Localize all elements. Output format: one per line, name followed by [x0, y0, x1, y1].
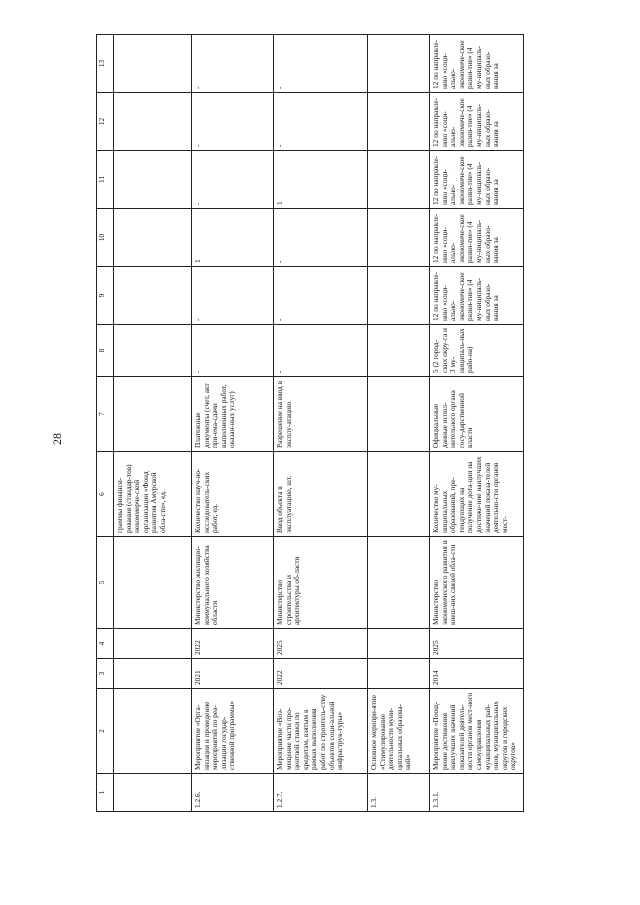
col-header-1: 1 [97, 774, 114, 812]
table-row [274, 35, 368, 812]
table-row [192, 35, 274, 812]
start-year: 2014 [430, 659, 524, 689]
start-year [368, 659, 430, 689]
value-2024 [368, 93, 430, 151]
value-2025: 12 по направле-нию «соци-ально-экономиче-ское разви-тие» (4 му-ниципаль-ных образо-вания за [430, 35, 524, 93]
col-header-3: 3 [97, 659, 114, 689]
table-row [368, 35, 430, 812]
event-name: Мероприятие «Орга-низация и проведение мероприятий по реа-лизации государ-ственной программы» [192, 689, 274, 774]
value-2022 [368, 209, 430, 267]
indicator [368, 452, 430, 537]
base-value: - [274, 325, 368, 377]
event-name: Мероприятие «Воз-мещение части про-центной ставки по кредитам, взятым в рамках выполнения работ по строитель-ству объектов соци-альной инфраструк-туры» [274, 689, 368, 774]
data-source [114, 377, 192, 452]
end-year [368, 629, 430, 659]
row-number [114, 774, 192, 812]
value-2021: - [274, 267, 368, 325]
value-2024 [114, 93, 192, 151]
value-2022 [114, 209, 192, 267]
value-2023: 1 [274, 151, 368, 209]
value-2024: - [192, 93, 274, 151]
data-source: Платежные документы (счет, акт при-ема-сдачи выполненных работ, оказан-ных услуг) [192, 377, 274, 452]
executor [368, 537, 430, 629]
value-2025: - [192, 35, 274, 93]
value-2025 [114, 35, 192, 93]
value-2021 [368, 267, 430, 325]
value-2022: - [274, 209, 368, 267]
base-value [368, 325, 430, 377]
row-number: 1.2.6. [192, 774, 274, 812]
base-value: - [192, 325, 274, 377]
data-source: Разрешение на ввод в эксплу-атацию [274, 377, 368, 452]
value-2024: 12 по направле-нию «соци-ально-экономиче-ское разви-тие» (4 му-ниципаль-ных образо-вания за [430, 93, 524, 151]
indicator: Количество му-ниципальных образований, пре-тендующих на получение дота-ции на достиже-ние наилучших значений показа-телей деятельно-сти органов мест- [430, 452, 524, 537]
col-header-11: 11 [97, 151, 114, 209]
indicator: Количество науч-но-исследователь-ских работ, ед. [192, 452, 274, 537]
event-name: Основное меропри-ятие «Стимулирование деятельности муни-ципальных образова-ний» [368, 689, 430, 774]
value-2023 [114, 151, 192, 209]
value-2021: - [192, 267, 274, 325]
value-2025: - [274, 35, 368, 93]
value-2022: 12 по направле-нию «соци-ально-экономиче-ское разви-тие» (4 му-ниципаль-ных образо-вания за [430, 209, 524, 267]
table-row [114, 35, 192, 812]
end-year [114, 629, 192, 659]
data-source [368, 377, 430, 452]
value-2023: 12 по направле-нию «соци-ально-экономиче-ское разви-тие» (4 му-ниципаль-ных образо-вания за [430, 151, 524, 209]
start-year: 2021 [192, 659, 274, 689]
end-year: 2022 [192, 629, 274, 659]
col-header-13: 13 [97, 35, 114, 93]
value-2024: - [274, 93, 368, 151]
start-year: 2022 [274, 659, 368, 689]
executor [114, 537, 192, 629]
value-2021: 12 по направле-нию «соци-ально-экономиче-ское разви-тие» (4 му-ниципаль-ных образо-вания за [430, 267, 524, 325]
end-year: 2025 [430, 629, 524, 659]
value-2022: 1 [192, 209, 274, 267]
rotated-table-container [96, 40, 524, 812]
indicator: граммы финанси-рования (стандар-тов) некоммерче-ской организации «Фонд развития Амурской обла-сти», ед. [114, 452, 192, 537]
row-number: 1.2.7. [274, 774, 368, 812]
program-table [96, 34, 524, 812]
indicator: Ввод объекта в эксплуатацию, шт. [274, 452, 368, 537]
col-header-12: 12 [97, 93, 114, 151]
end-year: 2025 [274, 629, 368, 659]
col-header-5: 5 [97, 537, 114, 629]
header-row [97, 35, 114, 812]
row-number: 1.3.1. [430, 774, 524, 812]
table-row [430, 35, 524, 812]
col-header-6: 6 [97, 452, 114, 537]
value-2025 [368, 35, 430, 93]
data-source: Официальные данные испол-нительного органа госу-дарственной власти [430, 377, 524, 452]
col-header-2: 2 [97, 689, 114, 774]
col-header-9: 9 [97, 267, 114, 325]
base-value [114, 325, 192, 377]
value-2021 [114, 267, 192, 325]
base-value: 5 (2 город-ских окру-га и 3 му-ниципаль-ных райо-на) [430, 325, 524, 377]
event-name: Мероприятие «Поощ-рение достижения наилучших значений показателей деятель-ности органов мест-ного самоуправления муниципальных рай-онов, муниципальных округов и городских округов» [430, 689, 524, 774]
col-header-8: 8 [97, 325, 114, 377]
executor: Министерство строительства и архитектуры об-ласти [274, 537, 368, 629]
value-2023 [368, 151, 430, 209]
col-header-7: 7 [97, 377, 114, 452]
row-number: 1.3. [368, 774, 430, 812]
col-header-4: 4 [97, 629, 114, 659]
value-2023: - [192, 151, 274, 209]
event-name [114, 689, 192, 774]
page-number: 28 [50, 433, 64, 445]
start-year [114, 659, 192, 689]
col-header-10: 10 [97, 209, 114, 267]
executor: Министерство жилищно-коммунального хозяйства области [192, 537, 274, 629]
executor: Министерство экономического развития и внеш-них связей обла-сти [430, 537, 524, 629]
